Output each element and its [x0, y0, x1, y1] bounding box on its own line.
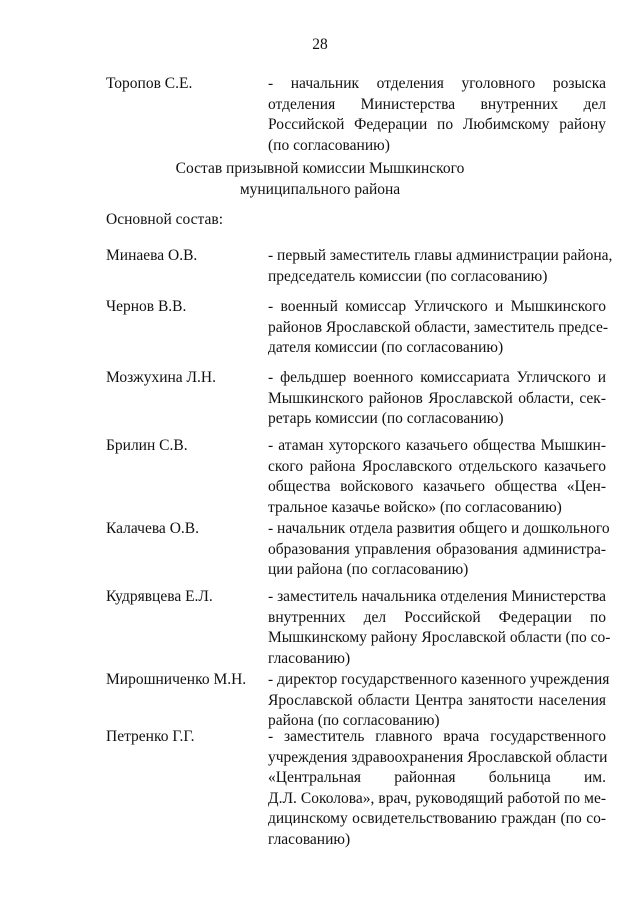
member-role: [268, 670, 610, 732]
page-number: 28: [312, 36, 328, 53]
role-line: Мышкинского районов Ярославской области, сек-: [268, 389, 606, 407]
member-role: [268, 297, 609, 359]
member-role: [268, 436, 606, 518]
role-line: ции района (по согласованию): [268, 561, 469, 578]
role-line: - начальник отделения уголовного розыска: [268, 75, 606, 92]
member-name: Петренко Г.Г.: [106, 728, 195, 745]
section-title-line: муниципального района: [239, 180, 401, 198]
role-line: - фельдшер военного комиссариата Угличского и: [268, 369, 606, 386]
member-role: [268, 587, 611, 669]
role-line: гласованию): [268, 830, 351, 848]
role-line: Ярославской области Центра занятости населения: [268, 691, 606, 709]
role-line: внутренних дел Российской Федерации по: [268, 608, 606, 626]
role-line: - атаман хуторского казачьего общества Мышкин-: [268, 437, 606, 454]
member-name: Торопов С.Е.: [106, 75, 193, 92]
member-name: Брилин С.В.: [106, 437, 188, 454]
role-line: дателя комиссии (по согласованию): [268, 339, 504, 356]
role-line: председатель комиссии (по согласованию): [268, 267, 548, 285]
role-line: Д.Л. Соколова», врач, руководящий работой по ме-: [268, 789, 606, 807]
role-line: общества войскового казачьего общества «Цен-: [268, 478, 606, 495]
member-name: Минаева О.В.: [106, 247, 198, 264]
role-line: - начальник отдела развития общего и дошкольного: [268, 520, 610, 537]
member-name: Мирошниченко М.Н.: [106, 671, 247, 688]
role-line: гласованию): [268, 649, 351, 667]
role-line: отделения Министерства внутренних дел: [268, 95, 606, 113]
role-line: Российской Федерации по Любимскому району: [268, 116, 606, 133]
section-title-line: Состав призывной комиссии Мышкинского: [175, 160, 465, 177]
member-name: Чернов В.В.: [106, 298, 187, 315]
role-line: районов Ярославской области, заместитель предсе-: [268, 318, 609, 336]
role-line: ретарь комиссии (по согласованию): [268, 410, 504, 427]
role-line: Мышкинскому району Ярославской области (по со-: [268, 629, 611, 646]
member-role: [268, 74, 606, 156]
member-name: Мозжухина Л.Н.: [106, 369, 216, 386]
role-line: ского района Ярославского отдельского казачьего: [268, 457, 606, 475]
role-line: тральное казачье войско» (по согласованию): [268, 498, 562, 516]
role-line: (по согласованию): [268, 136, 390, 154]
member-role: [268, 368, 606, 430]
member-name: Кудрявцева Е.Л.: [106, 588, 213, 605]
member-role: [268, 727, 606, 850]
role-line: учреждения здравоохранения Ярославской области: [268, 748, 608, 766]
role-line: образования управления образования администра-: [268, 540, 606, 558]
role-line: - первый заместитель главы администрации района,: [268, 247, 613, 264]
role-line: - заместитель главного врача государственного: [268, 728, 606, 745]
role-line: района (по согласованию): [268, 712, 440, 729]
subsection-title: Основной состав:: [106, 211, 224, 228]
role-line: - военный комиссар Угличского и Мышкинского: [268, 298, 606, 315]
role-line: - заместитель начальника отделения Министерства: [268, 588, 606, 605]
role-line: «Центральная районная больница им.: [268, 769, 606, 786]
member-name: Калачева О.В.: [106, 520, 199, 537]
member-role: [268, 246, 613, 287]
section-title: [0, 159, 640, 200]
member-role: [268, 519, 610, 581]
role-line: - директор государственного казенного учреждения: [268, 671, 610, 688]
role-line: дицинскому освидетельствованию граждан (по со-: [268, 810, 606, 827]
